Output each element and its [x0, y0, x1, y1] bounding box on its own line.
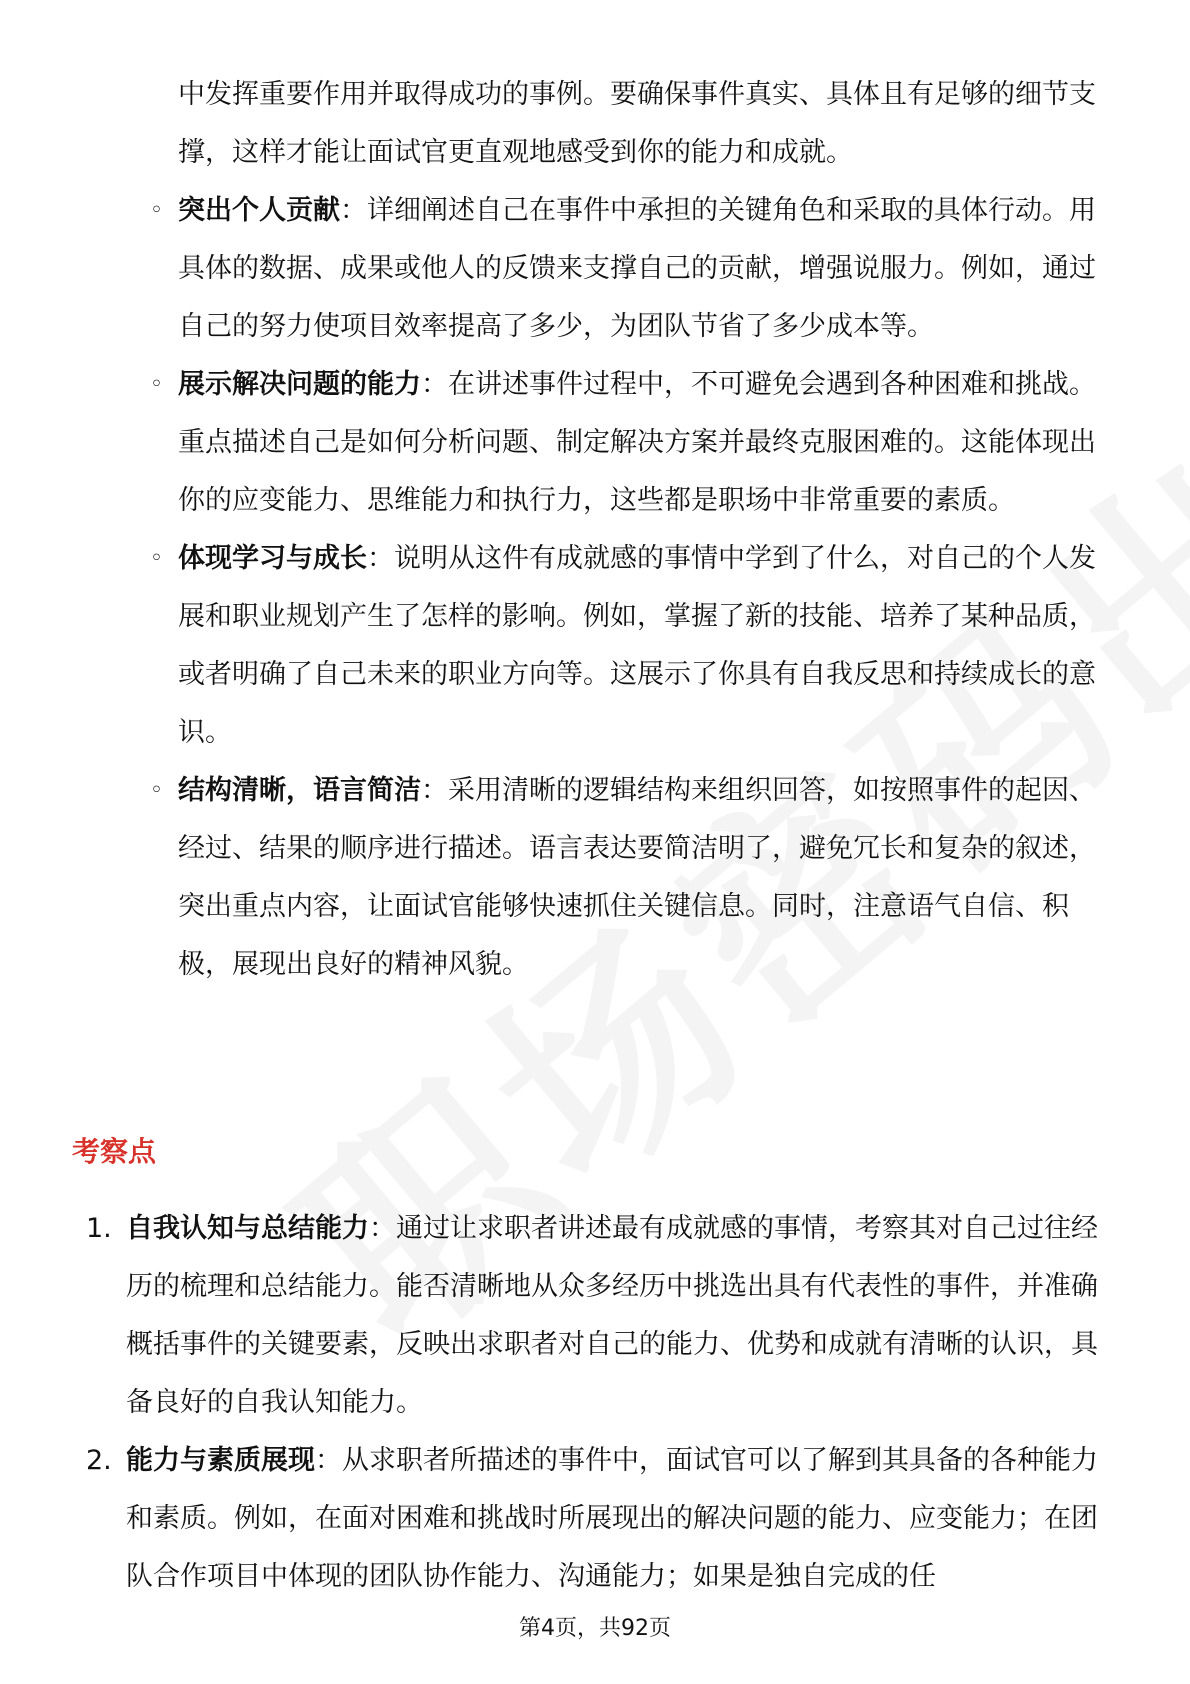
bullet-body: ：详细阐述自己在事件中承担的关键角色和采取的具体行动。用具体的数据、成果或他人的反馈来支撑自己的贡献，增强说服力。例如，通过自己的努力使项目效率提高了多少，为团队节省了多少成本等。 — [178, 195, 1096, 342]
page-footer: 第4页，共92页 — [519, 1616, 671, 1641]
bullet-body: ：说明从这件有成就感的事情中学到了什么，对自己的个人发展和职业规划产生了怎样的影响。例如，掌握了新的技能、培养了某种品质，或者明确了自己未来的职业方向等。这展示了你具有自我反思和持续成长的意识。 — [178, 543, 1096, 748]
bullet-item — [150, 762, 1118, 994]
item-body: ：从求职者所描述的事件中，面试官可以了解到其具备的各种能力和素质。例如，在面对困难和挑战时所展现出的解决问题的能力、应变能力；在团队合作项目中体现的团队协作能力、沟通能力；如果是独自完成的任 — [126, 1445, 1098, 1592]
bullet-item — [150, 530, 1118, 762]
bullet-title: 体现学习与成长 — [178, 543, 367, 574]
numbered-item — [86, 1200, 1116, 1432]
item-number: 2. — [86, 1445, 112, 1476]
bullet-title: 突出个人贡献 — [178, 195, 340, 226]
bullet-item — [150, 182, 1118, 356]
bullet-item — [150, 356, 1118, 530]
bullet-marker: ◦ — [150, 198, 163, 223]
evaluation-points-list — [86, 1200, 1116, 1606]
item-title: 自我认知与总结能力 — [126, 1213, 369, 1244]
bullet-marker: ◦ — [150, 778, 163, 803]
bullet-marker: ◦ — [150, 546, 163, 571]
numbered-item — [86, 1432, 1116, 1606]
section-heading: 考察点 — [72, 1135, 157, 1168]
bullet-title: 展示解决问题的能力 — [178, 369, 421, 400]
tips-bullet-list — [150, 182, 1118, 994]
item-title: 能力与素质展现 — [126, 1445, 315, 1476]
item-number: 1. — [86, 1213, 112, 1244]
paragraph-continuation: 中发挥重要作用并取得成功的事例。要确保事件真实、具体且有足够的细节支撑，这样才能让面试官更直观地感受到你的能力和成就。 — [178, 79, 1096, 168]
bullet-body: ：在讲述事件过程中，不可避免会遇到各种困难和挑战。重点描述自己是如何分析问题、制定解决方案并最终克服困难的。这能体现出你的应变能力、思维能力和执行力，这些都是职场中非常重要的素质。 — [178, 369, 1096, 516]
bullet-title: 结构清晰，语言简洁 — [178, 775, 421, 806]
bullet-body: ：采用清晰的逻辑结构来组织回答，如按照事件的起因、经过、结果的顺序进行描述。语言表达要简洁明了，避免冗长和复杂的叙述，突出重点内容，让面试官能够快速抓住关键信息。同时，注意语气自信、积极，展现出良好的精神风貌。 — [178, 775, 1096, 980]
bullet-marker: ◦ — [150, 372, 163, 397]
item-body: ：通过让求职者讲述最有成就感的事情，考察其对自己过往经历的梳理和总结能力。能否清晰地从众多经历中挑选出具有代表性的事件，并准确概括事件的关键要素，反映出求职者对自己的能力、优势和成就有清晰的认识，具备良好的自我认知能力。 — [126, 1213, 1098, 1418]
